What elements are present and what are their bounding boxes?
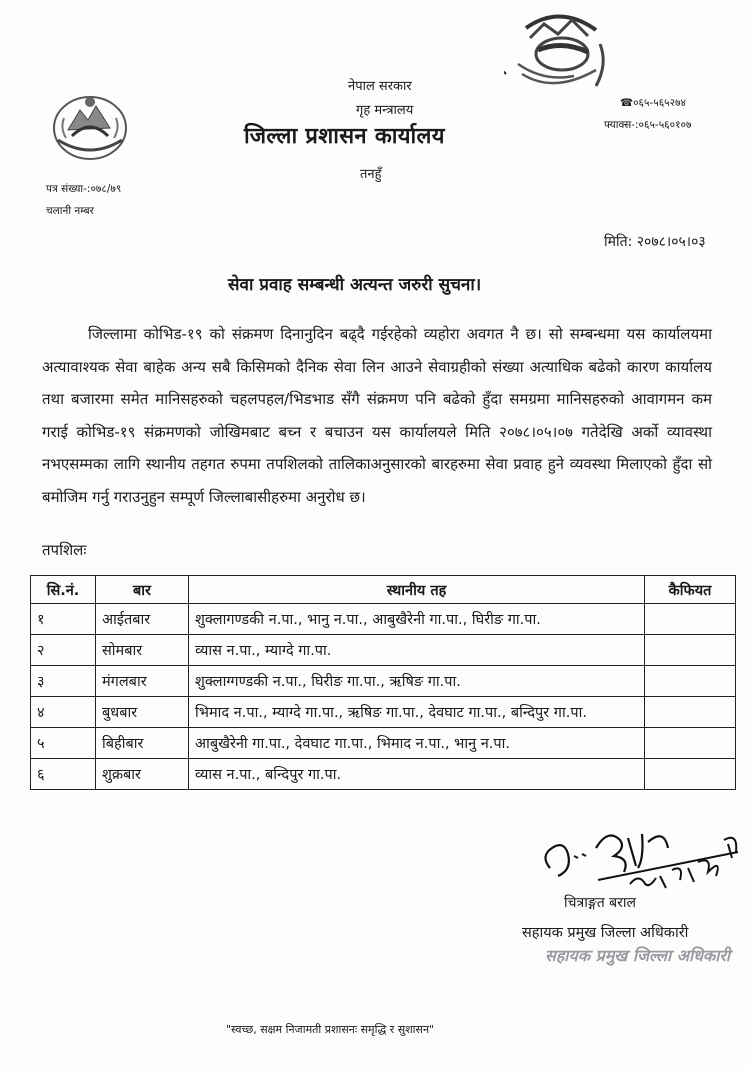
schedule-label: तपशिलः	[42, 541, 87, 559]
fax-number: फ्याक्स-:०६५-५६०१०७	[604, 119, 692, 131]
table-row	[31, 759, 736, 790]
local-level-cell: व्यास न.पा., बन्दिपुर गा.पा.	[189, 759, 645, 790]
serial-cell: ६	[31, 759, 96, 790]
notice-body: जिल्लामा कोभिड-१९ को संक्रमण दिनानुदिन बढ्दै गईरहेको व्यहोरा अवगत नै छ। सो सम्बन्धमा यस कार्यालयमा अत्यावाश्यक सेवा बाहेक अन्य सबै किसिमको दैनिक सेवा लिन आउने सेवाग्रहीको संख्या अत्याधिक बढेको कारण कार्यालय तथा बजारमा समेत मानिसहरुको चहलपहल/भिडभाड सँगै संक्रमण पनि बढेको हुँदा समग्रमा मानिसहरुको आवागमन कम गराई कोभिड-१९ संक्रमणको जोखिमबाट बच्न र बचाउन यस कार्यालयले मिति २०७८।०५।०७ गतेदेखि अर्को व्यावस्था नभएसम्मका लागि स्थानीय तहगत रुपमा तपशिलको तालिकाअनुसारको बारहरुमा सेवा प्रवाह हुने व्यवस्था मिलाएको हुँदा सो बमोजिम गर्नु गराउनुहुन सम्पूर्ण जिल्लाबासीहरुमा अनुरोध छ।	[42, 325, 712, 506]
serial-cell: ४	[31, 697, 96, 728]
table-row	[31, 604, 736, 635]
serial-cell: ५	[31, 728, 96, 759]
signatory-designation: सहायक प्रमुख जिल्ला अधिकारी	[522, 925, 689, 941]
table-row	[31, 666, 736, 697]
local-level-cell: व्यास न.पा., म्याग्दे गा.पा.	[189, 635, 645, 666]
column-header-local-level: स्थानीय तह	[189, 576, 645, 604]
remarks-cell	[645, 604, 736, 635]
column-header-serial: सि.नं.	[31, 576, 96, 604]
service-schedule-table	[30, 575, 736, 790]
remarks-cell	[645, 728, 736, 759]
column-header-day: बार	[96, 576, 189, 604]
serial-cell: ३	[31, 666, 96, 697]
handwritten-signature	[538, 818, 748, 898]
remarks-cell	[645, 697, 736, 728]
notice-subject: सेवा प्रवाह सम्बन्धी अत्यन्त जरुरी सुचना।	[228, 275, 482, 295]
serial-cell: २	[31, 635, 96, 666]
designation-stamp: सहायक प्रमुख जिल्ला अधिकारी	[545, 946, 731, 965]
remarks-cell	[645, 759, 736, 790]
day-cell: सोमबार	[96, 635, 189, 666]
day-cell: बिहीबार	[96, 728, 189, 759]
day-cell: आईतबार	[96, 604, 189, 635]
table-header-row	[31, 576, 736, 604]
office-stamp-icon	[504, 10, 616, 102]
phone-number: ☎०६५-५६५२७४	[620, 97, 687, 109]
nepal-emblem-icon	[50, 88, 130, 162]
table-row	[31, 697, 736, 728]
column-header-remarks: कैफियत	[645, 576, 736, 604]
government-name: नेपाल सरकार	[348, 79, 412, 94]
footer-motto: "स्वच्छ, सक्षम निजामती प्रशासनः समृद्धि र सुशासन"	[226, 1023, 435, 1036]
remarks-cell	[645, 635, 736, 666]
table-row	[31, 635, 736, 666]
local-level-cell: आबुखैरेनी गा.पा., देवघाट गा.पा., भिमाद न.पा., भानु न.पा.	[189, 728, 645, 759]
letter-date: मिति: २०७८।०५।०३	[604, 234, 706, 250]
signatory-name: चित्राङ्गत बराल	[564, 895, 636, 911]
letter-number: पत्र संख्या-:०७८/७९	[46, 183, 122, 195]
remarks-cell	[645, 666, 736, 697]
district-name: तनहुँ	[360, 167, 382, 182]
day-cell: बुधबार	[96, 697, 189, 728]
table-row	[31, 728, 736, 759]
ministry-name: गृह मन्त्रालय	[356, 103, 414, 118]
dispatch-number: चलानी नम्बर	[46, 205, 94, 217]
local-level-cell: शुक्लाग्गण्डकी न.पा., घिरीङ गा.पा., ऋषिङ गा.पा.	[189, 666, 645, 697]
local-level-cell: शुक्लागण्डकी न.पा., भानु न.पा., आबुखैरेनी गा.पा., घिरीङ गा.पा.	[189, 604, 645, 635]
local-level-cell: भिमाद न.पा., म्याग्दे गा.पा., ऋषिङ गा.पा., देवघाट गा.पा., बन्दिपुर गा.पा.	[189, 697, 645, 728]
day-cell: मंगलबार	[96, 666, 189, 697]
serial-cell: १	[31, 604, 96, 635]
day-cell: शुक्रबार	[96, 759, 189, 790]
office-title: जिल्ला प्रशासन कार्यालय	[244, 124, 445, 149]
